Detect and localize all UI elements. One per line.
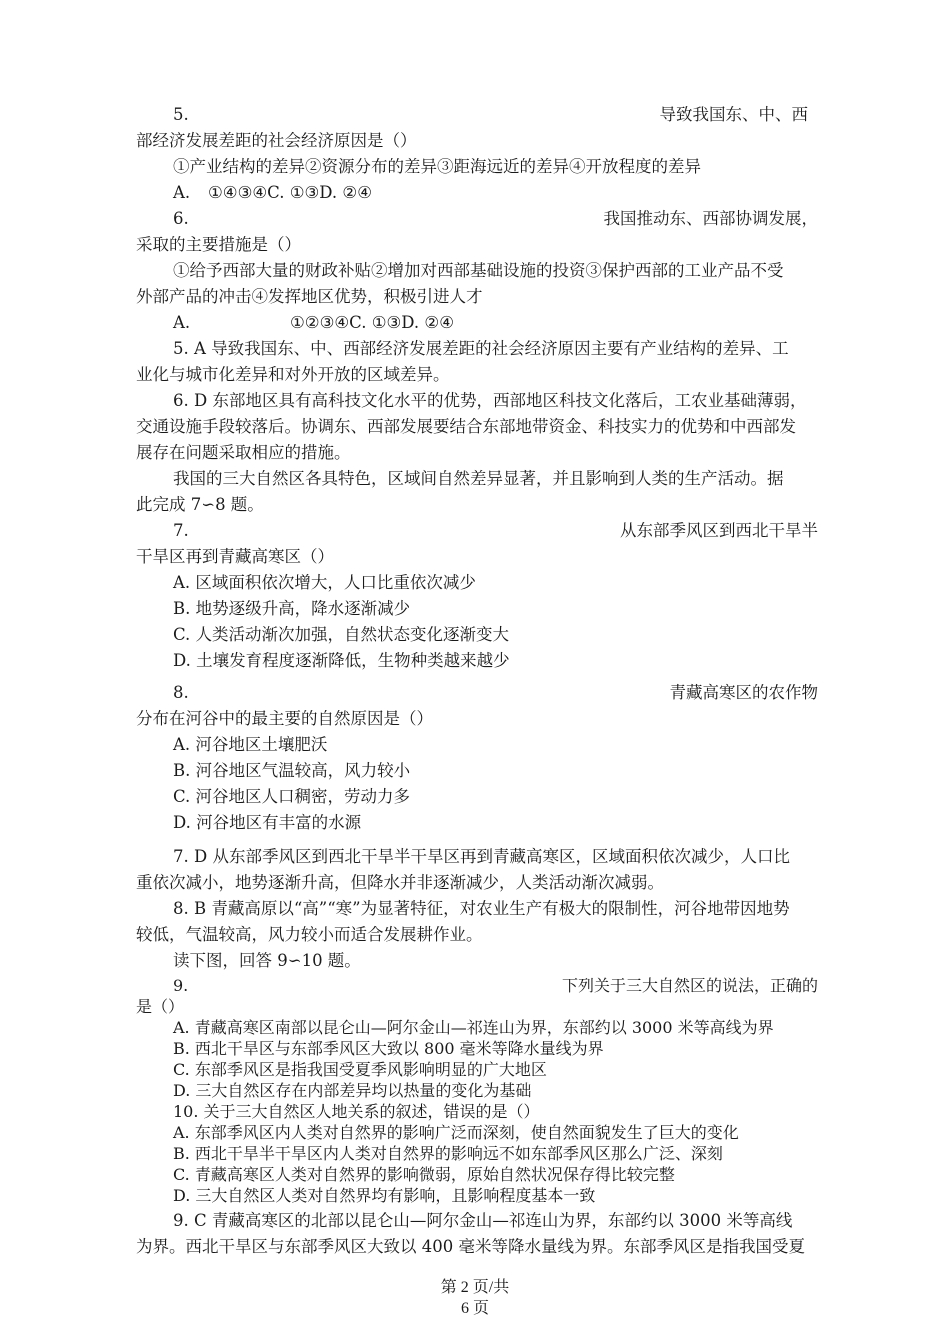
question-stem: 分布在河谷中的最主要的自然原因是（） [136, 709, 433, 728]
question-stem: 青藏高寒区的农作物 [669, 683, 818, 702]
question-number: 5. [173, 105, 189, 124]
page-footer-line1: 第 2 页/共 [440, 1279, 510, 1296]
option-d: D. 土壤发育程度逐渐降低，生物种类越来越少 [173, 651, 510, 670]
option-c: C. 河谷地区人口稠密，劳动力多 [173, 787, 411, 806]
option-label: A. [173, 183, 191, 202]
answer-explanation: 7. D 从东部季风区到西北干旱半干旱区再到青藏高寒区，区域面积依次减少，人口比 [173, 847, 790, 866]
question-number: 7. [173, 521, 189, 540]
question-stem: 采取的主要措施是（） [136, 235, 301, 254]
option-a: A. 青藏高寒区南部以昆仑山—阿尔金山—祁连山为界，东部约以 3000 米等高线为界 [173, 1018, 774, 1037]
answer-explanation: 交通设施手段较落后。协调东、西部发展要结合东部地带资金、科技实力的优势和中西部发 [136, 417, 796, 436]
option-d: D. 三大自然区存在内部差异均以热量的变化为基础 [173, 1081, 532, 1100]
question-number: 9. [173, 976, 189, 995]
section-intro: 我国的三大自然区各具特色，区域间自然差异显著，并且影响到人类的生产活动。据 [173, 469, 784, 488]
option-b: B. 西北干旱区与东部季风区大致以 800 毫米等降水量线为界 [173, 1039, 604, 1058]
answer-options: ①④③④C. ①③D. ②④ [208, 183, 372, 202]
page-footer-line2: 6 页 [460, 1300, 489, 1317]
option-c: C. 青藏高寒区人类对自然界的影响微弱，原始自然状况保存得比较完整 [173, 1165, 675, 1184]
question-number: 8. [173, 683, 189, 702]
question-stem: 干旱区再到青藏高寒区（） [136, 547, 334, 566]
section-intro: 此完成 7∽8 题。 [136, 495, 264, 514]
answer-explanation: 9. C 青藏高寒区的北部以昆仑山—阿尔金山—祁连山为界，东部约以 3000 米等高线 [173, 1211, 793, 1230]
question-stem: 是（） [136, 997, 185, 1016]
answer-explanation: 5. A 导致我国东、中、西部经济发展差距的社会经济原因主要有产业结构的差异、工 [173, 339, 789, 358]
option-list: ①产业结构的差异②资源分布的差异③距海远近的差异④开放程度的差异 [173, 157, 701, 176]
option-b: B. 河谷地区气温较高，风力较小 [173, 761, 411, 780]
answer-explanation: 重依次减小，地势逐渐升高，但降水并非逐渐减少，人类活动渐次减弱。 [136, 873, 664, 892]
option-d: D. 河谷地区有丰富的水源 [173, 813, 362, 832]
question-stem: 从东部季风区到西北干旱半 [620, 521, 818, 540]
option-c: C. 人类活动渐次加强，自然状态变化逐渐变大 [173, 625, 510, 644]
answer-explanation: 展存在问题采取相应的措施。 [136, 443, 351, 462]
option-label: A. [173, 313, 191, 332]
option-b: B. 西北干旱半干旱区内人类对自然界的影响远不如东部季风区那么广泛、深刻 [173, 1144, 723, 1163]
answer-explanation: 8. B 青藏高原以“高”“寒”为显著特征，对农业生产有极大的限制性，河谷地带因地势 [173, 899, 790, 918]
answer-options: ①②③④C. ①③D. ②④ [290, 313, 454, 332]
option-a: A. 河谷地区土壤肥沃 [173, 735, 328, 754]
question-stem: 部经济发展差距的社会经济原因是（） [136, 131, 417, 150]
option-list: ①给予西部大量的财政补贴②增加对西部基础设施的投资③保护西部的工业产品不受 [173, 261, 784, 280]
question-number: 6. [173, 209, 189, 228]
option-a: A. 区域面积依次增大，人口比重依次减少 [173, 573, 476, 592]
option-d: D. 三大自然区人类对自然界均有影响，且影响程度基本一致 [173, 1186, 596, 1205]
question-stem: 下列关于三大自然区的说法，正确的 [561, 976, 818, 995]
question-stem: 导致我国东、中、西 [659, 105, 808, 124]
answer-explanation: 较低，气温较高，风力较小而适合发展耕作业。 [136, 925, 483, 944]
question-stem: 10. 关于三大自然区人地关系的叙述，错误的是（） [173, 1102, 540, 1121]
question-stem: 我国推动东、西部协调发展， [603, 209, 818, 228]
option-b: B. 地势逐级升高，降水逐渐减少 [173, 599, 411, 618]
answer-explanation: 业化与城市化差异和对外开放的区域差异。 [136, 365, 450, 384]
option-a: A. 东部季风区内人类对自然界的影响广泛而深刻，使自然面貌发生了巨大的变化 [173, 1123, 739, 1142]
answer-explanation: 为界。西北干旱区与东部季风区大致以 400 毫米等降水量线为界。东部季风区是指我国受夏 [136, 1237, 805, 1256]
option-list: 外部产品的冲击④发挥地区优势，积极引进人才 [136, 287, 483, 306]
section-intro: 读下图，回答 9∽10 题。 [173, 951, 361, 970]
option-c: C. 东部季风区是指我国受夏季风影响明显的广大地区 [173, 1060, 547, 1079]
answer-explanation: 6. D 东部地区具有高科技文化水平的优势，西部地区科技文化落后，工农业基础薄弱， [173, 391, 807, 410]
